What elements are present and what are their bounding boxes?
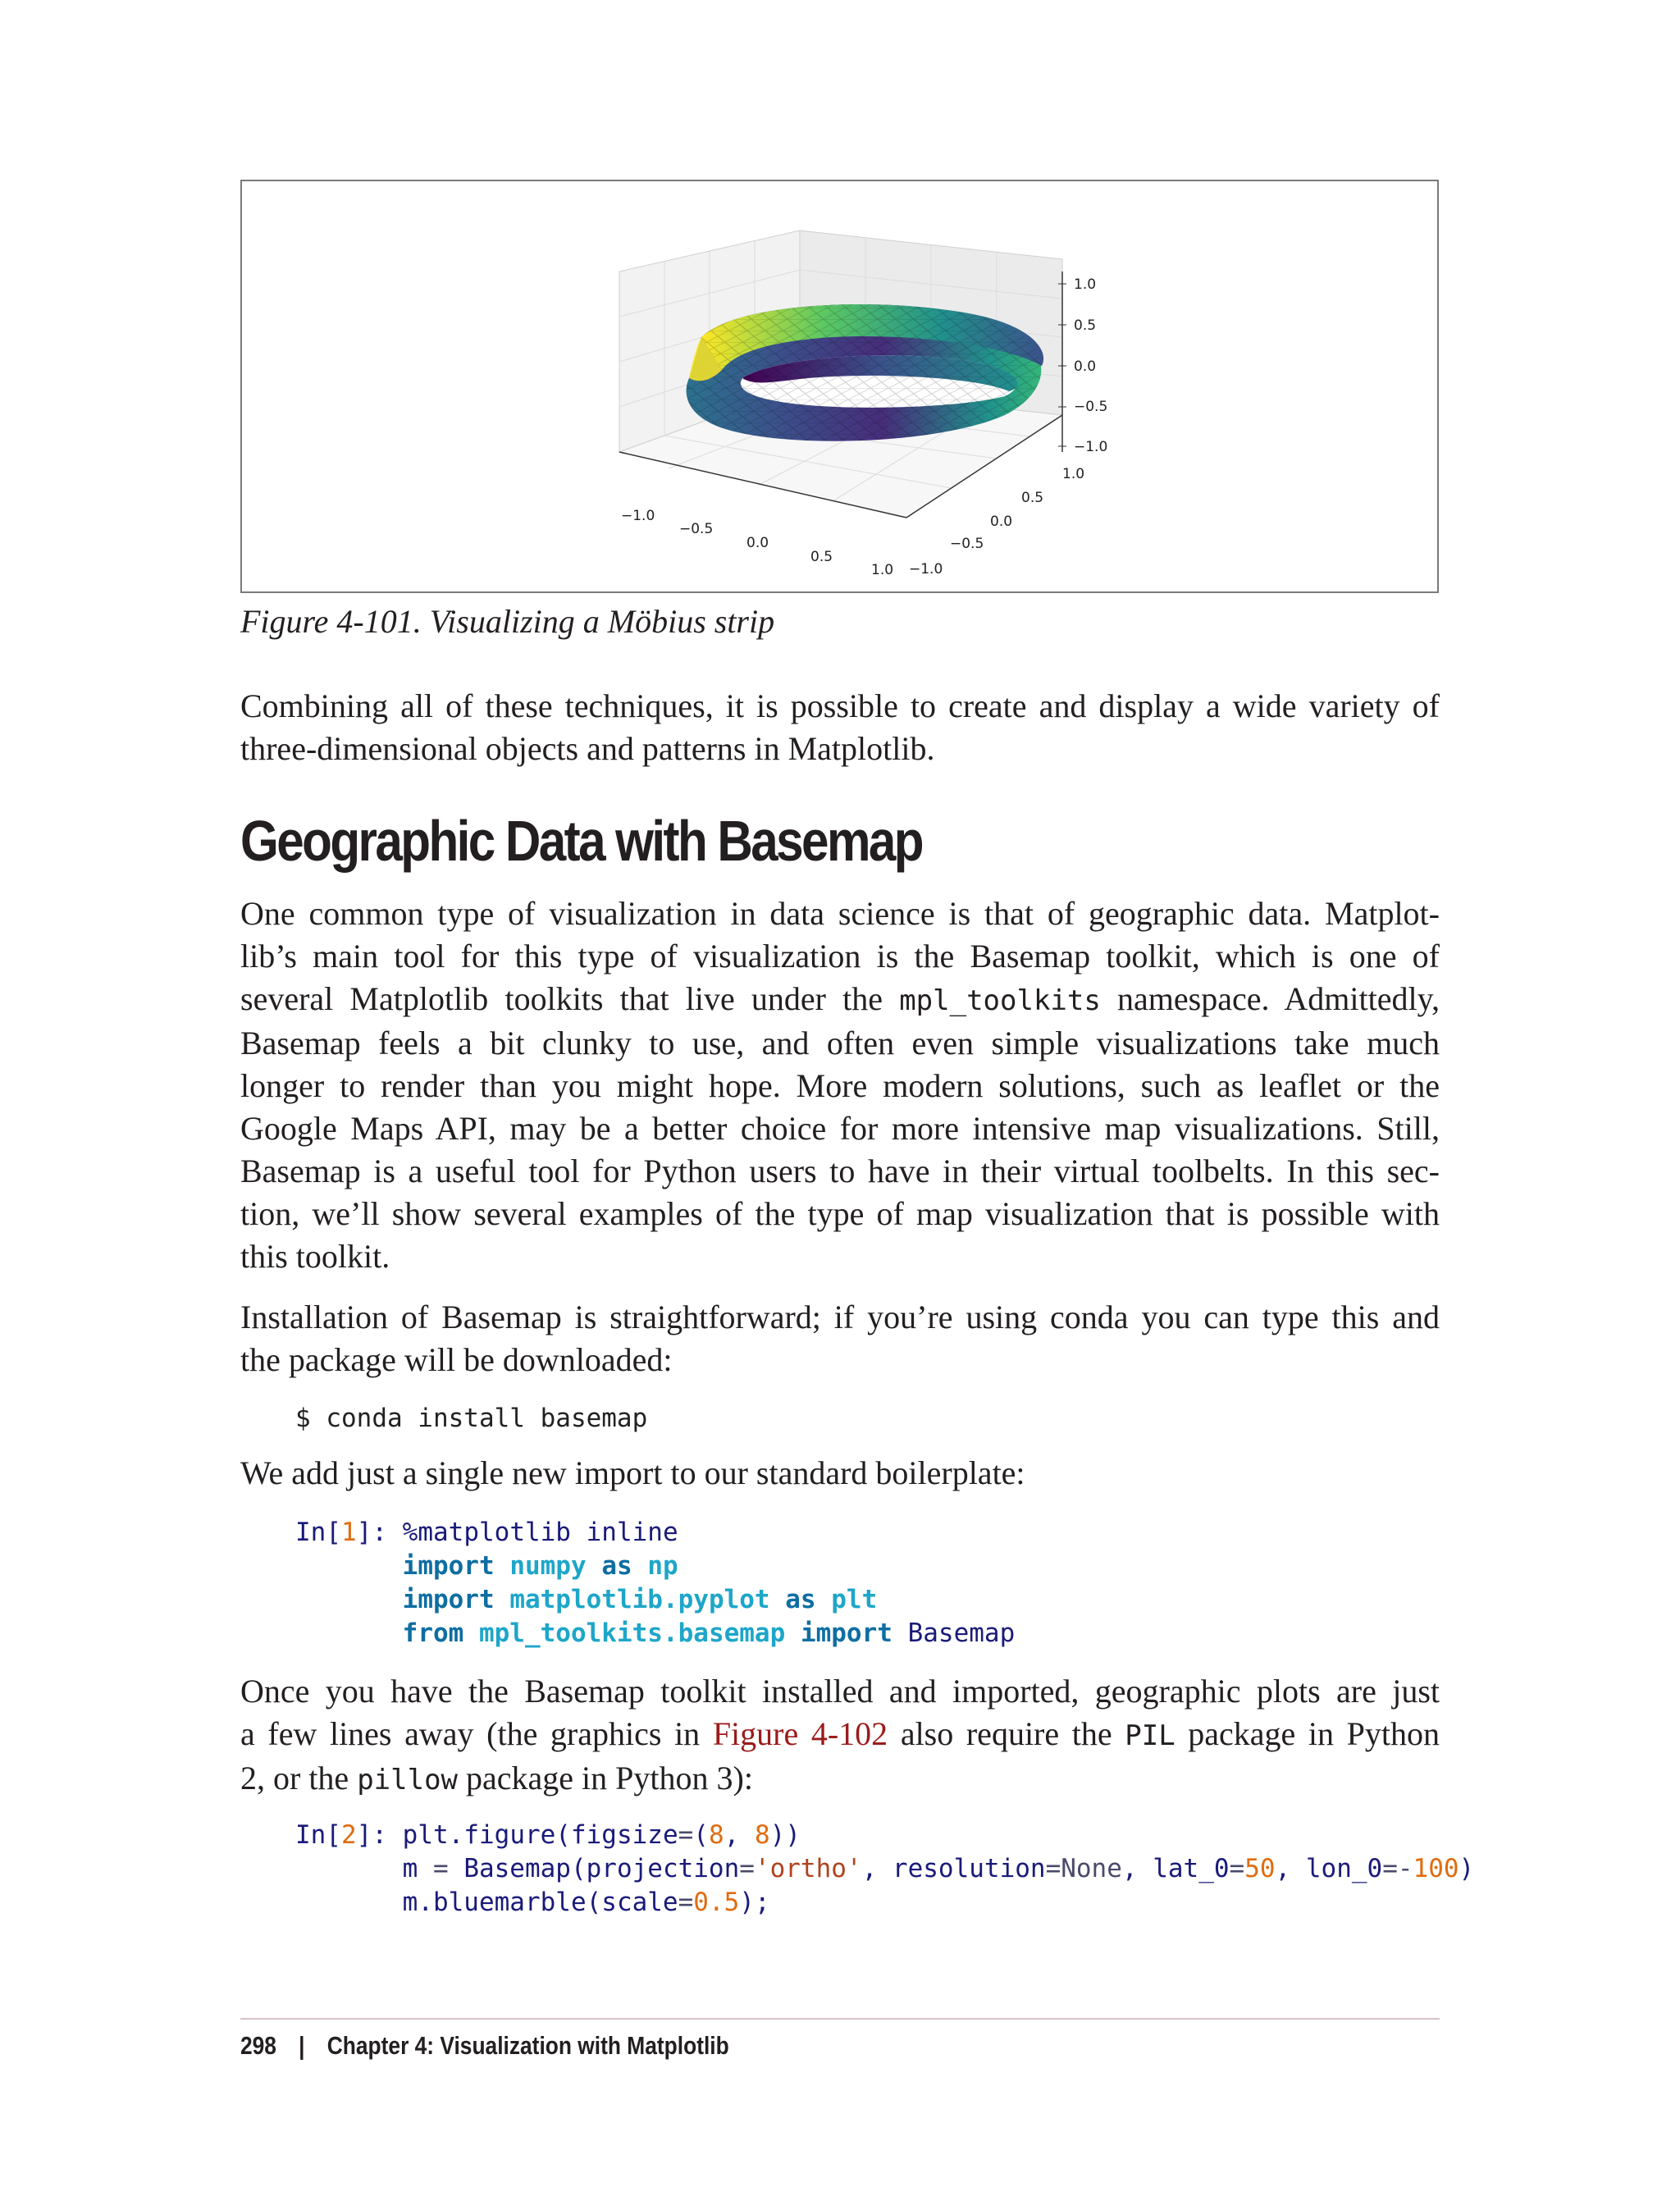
x-tick-label: −0.5 <box>679 521 714 537</box>
operator: = <box>1045 1854 1061 1883</box>
paragraph-import <box>240 1452 1440 1495</box>
x-tick-label: 0.0 <box>746 535 769 551</box>
paragraph-basemap-overview <box>240 892 1440 1278</box>
text-line: We add just a single new import to our standard boilerplate: <box>240 1454 1025 1491</box>
text-line <box>240 1757 1440 1801</box>
module-name: mpl_toolkits.basemap <box>478 1618 786 1648</box>
imported-name: Basemap <box>907 1618 1016 1648</box>
y-tick-label: −1.0 <box>909 561 943 578</box>
page-number: 298 <box>240 2031 276 2060</box>
operator: = <box>678 1820 694 1850</box>
code-text: ) <box>1459 1854 1475 1883</box>
text-run: several Matplotlib toolkits that live under the <box>240 980 883 1017</box>
module-name: matplotlib.pyplot <box>509 1585 770 1614</box>
code-text: m <box>402 1854 433 1883</box>
text-line: Google Maps API, may be a better choice for more intensive map visualizations. Still, <box>240 1110 1440 1147</box>
prompt-number: 2 <box>341 1820 357 1850</box>
prompt-number: 1 <box>341 1518 357 1547</box>
y-tick-label: 0.0 <box>990 514 1013 530</box>
z-tick-label: 1.0 <box>1074 276 1097 293</box>
mobius-3d-plot <box>242 181 1437 591</box>
none-literal: None <box>1061 1854 1122 1883</box>
code-text: , <box>724 1820 755 1850</box>
code-text: m.bluemarble(scale <box>402 1888 678 1917</box>
shell-command-text: $ conda install basemap <box>295 1404 648 1433</box>
x-tick-label: 1.0 <box>871 562 894 578</box>
text-line: Basemap is a useful tool for Python users to have in their virtual toolbelts. In this sec- <box>240 1153 1440 1189</box>
number-literal: 8 <box>754 1820 770 1850</box>
text-run: package in Python <box>1188 1715 1440 1752</box>
text-run: a few lines away (the graphics in <box>240 1715 701 1752</box>
text-run: 2, or the <box>240 1760 349 1796</box>
number-literal: 0.5 <box>693 1888 740 1917</box>
mobius-strip-surface <box>687 304 1044 441</box>
text-line <box>240 1713 1440 1757</box>
magic-command: %matplotlib inline <box>402 1518 678 1547</box>
text-line: three-dimensional objects and patterns in Matplotlib. <box>240 730 935 767</box>
text-line: Installation of Basemap is straightforward; if you’re using conda you can type this and <box>240 1299 1440 1335</box>
keyword: import <box>800 1618 892 1648</box>
operator: =- <box>1382 1854 1413 1883</box>
text-run: also require the <box>900 1715 1112 1752</box>
keyword: from <box>402 1618 464 1648</box>
shell-command <box>295 1402 647 1436</box>
prompt: ]: <box>356 1518 403 1547</box>
code-text: Basemap(projection <box>448 1854 740 1883</box>
x-tick-label: −1.0 <box>621 508 655 524</box>
figure-caption: Figure 4-101. Visualizing a Möbius strip <box>240 603 775 640</box>
z-axis-ticks <box>1058 276 1107 455</box>
module-alias: plt <box>831 1585 878 1614</box>
footer-divider <box>240 2018 1440 2020</box>
number-literal: 100 <box>1413 1854 1459 1883</box>
text-line: One common type of visualization in data science is that of geographic data. Matplot- <box>240 895 1440 932</box>
inline-code: mpl_toolkits <box>899 984 1101 1017</box>
z-tick-label: −0.5 <box>1074 399 1108 415</box>
text-line <box>240 978 1440 1022</box>
operator: = <box>432 1854 449 1883</box>
text-line: the package will be downloaded: <box>240 1341 673 1378</box>
operator: = <box>739 1854 755 1883</box>
text-line: Once you have the Basemap toolkit installed and imported, geographic plots are just <box>240 1673 1440 1710</box>
code-text: ( <box>693 1820 709 1850</box>
keyword: as <box>785 1585 816 1614</box>
text-line: Basemap feels a bit clunky to use, and often even simple visualizations take much <box>240 1025 1440 1061</box>
text-line: tion, we’ll show several examples of the type of map visualization that is possible with <box>240 1195 1440 1232</box>
code-text: )) <box>769 1820 801 1850</box>
string-literal: 'ortho' <box>754 1854 862 1883</box>
z-tick-label: 0.0 <box>1074 358 1097 375</box>
prompt: In[ <box>295 1518 341 1547</box>
page-footer <box>240 2031 729 2061</box>
chapter-title: Chapter 4: Visualization with Matplotlib <box>326 2031 729 2060</box>
keyword: import <box>402 1551 495 1581</box>
figure-mobius-strip <box>240 180 1439 593</box>
text-line: lib’s main tool for this type of visualization is the Basemap toolkit, which is one of <box>240 938 1440 975</box>
paragraph-geographic-plots <box>240 1670 1440 1801</box>
z-tick-label: 0.5 <box>1074 317 1097 334</box>
keyword: import <box>402 1585 495 1614</box>
prompt: In[ <box>295 1820 341 1850</box>
module-alias: np <box>647 1551 678 1581</box>
code-text: , lat_0 <box>1121 1854 1230 1883</box>
section-heading: Geographic Data with Basemap <box>240 809 923 873</box>
y-tick-label: −0.5 <box>950 536 984 552</box>
operator: = <box>678 1888 694 1917</box>
prompt: ]: <box>356 1820 403 1850</box>
code-block-imports <box>295 1516 1015 1650</box>
text-line: longer to render than you might hope. More modern solutions, such as leaflet or the <box>240 1067 1440 1104</box>
text-line: this toolkit. <box>240 1238 390 1275</box>
code-text: , lon_0 <box>1275 1854 1383 1883</box>
operator: = <box>1229 1854 1245 1883</box>
y-tick-label: 1.0 <box>1062 466 1085 482</box>
x-tick-label: 0.5 <box>810 549 833 565</box>
keyword: as <box>601 1551 632 1581</box>
module-name: numpy <box>509 1551 587 1581</box>
inline-code: pillow <box>357 1764 459 1796</box>
x-axis-ticks <box>621 508 893 578</box>
code-text: plt.figure(figsize <box>402 1820 678 1850</box>
text-line: Combining all of these techniques, it is possible to create and display a wide variety of <box>240 687 1440 724</box>
text-run: package in Python 3): <box>466 1760 753 1796</box>
code-text: , resolution <box>861 1854 1046 1883</box>
figure-reference-link[interactable]: Figure 4-102 <box>712 1715 888 1752</box>
code-block-basemap <box>295 1819 1474 1920</box>
z-tick-label: −1.0 <box>1074 439 1108 455</box>
y-tick-label: 0.5 <box>1021 490 1044 506</box>
code-text: ); <box>739 1888 770 1917</box>
paragraph-installation <box>240 1296 1440 1381</box>
text-run: namespace. Admittedly, <box>1117 980 1440 1017</box>
inline-code: PIL <box>1125 1719 1176 1752</box>
number-literal: 8 <box>708 1820 724 1850</box>
footer-separator: | <box>299 2031 305 2060</box>
paragraph-intro <box>240 685 1440 770</box>
number-literal: 50 <box>1244 1854 1276 1883</box>
